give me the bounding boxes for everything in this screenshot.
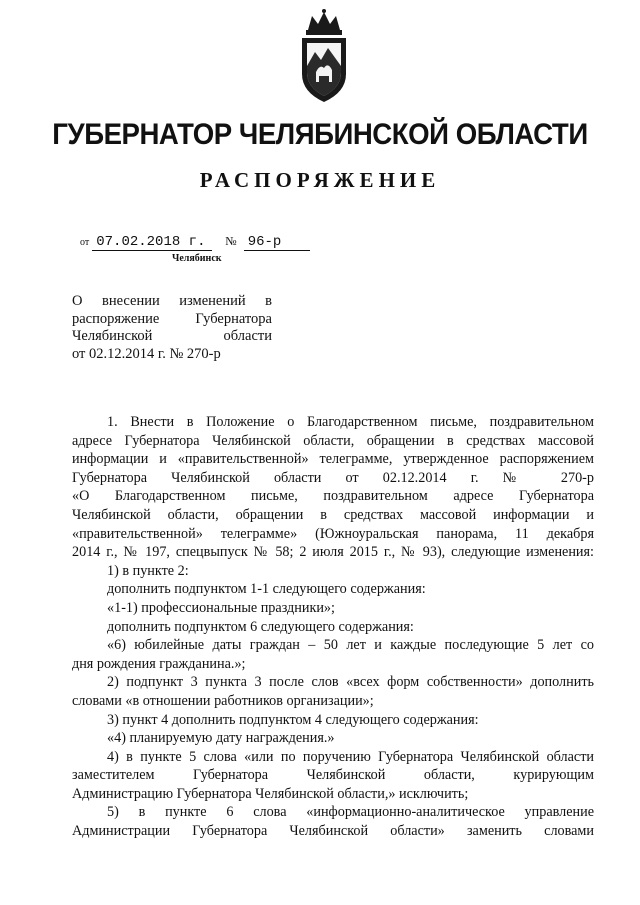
body-line: словами «в отношении работников организации»;: [72, 692, 374, 709]
body-line: информации и «правительственной» телеграмме, утвержденное распоряжением: [72, 451, 594, 468]
subject-line: Челябинской области: [72, 328, 272, 344]
body-line: 5) в пункте 6 слова «информационно-аналитическое управление: [107, 804, 594, 821]
body-line: «6) юбилейные даты граждан – 50 лет и каждые последующие 5 лет со: [107, 637, 594, 654]
body-line: 3) пункт 4 дополнить подпунктом 4 следующего содержания:: [107, 711, 479, 728]
body-line: Челябинской области, обращении в средствах массовой информации и: [72, 506, 594, 523]
body-line: Администрации Губернатора Челябинской области» заменить словами: [72, 823, 594, 840]
body-line: «правительственной» телеграмме» (Южноуральская панорама, 11 декабря: [72, 525, 594, 542]
body-line: 2014 г., № 197, спецвыпуск № 58; 2 июля 2015 г., № 93), следующие изменения:: [72, 544, 594, 561]
date-number-row: [80, 234, 310, 251]
document-body: [72, 413, 594, 841]
body-line: «1-1) профессиональные праздники»;: [107, 599, 335, 616]
number-label: №: [225, 234, 237, 248]
body-line: дополнить подпунктом 1-1 следующего содержания:: [107, 581, 426, 598]
body-line: дополнить подпунктом 6 следующего содержания:: [107, 618, 414, 635]
body-line: Администрацию Губернатора Челябинской области,» исключить;: [72, 785, 469, 802]
document-number: 96-р: [244, 234, 310, 251]
subject-line: от 02.12.2014 г. № 270-р: [72, 345, 221, 362]
coat-of-arms-icon: [296, 8, 352, 104]
body-line: 1) в пункте 2:: [107, 562, 189, 579]
city-name: Челябинск: [172, 253, 222, 264]
body-line: 4) в пункте 5 слова «или по поручению Губернатора Челябинской области: [107, 748, 594, 765]
body-line: 2) подпункт 3 пункта 3 после слов «всех форм собственности» дополнить: [107, 674, 594, 691]
body-line: заместителем Губернатора Челябинской области, курирующим: [72, 767, 594, 784]
body-line: Губернатора Челябинской области от 02.12.2014 г. № 270-р: [72, 469, 594, 486]
subject-line: распоряжение Губернатора: [72, 310, 272, 327]
subject-block: [72, 293, 272, 363]
body-line: адресе Губернатора Челябинской области, обращении в средствах массовой: [72, 432, 594, 449]
body-line: «О Благодарственном письме, поздравительном адресе Губернатора: [72, 488, 594, 505]
subject-line: О внесении изменений в: [72, 293, 272, 309]
body-line: дня рождения гражданина.»;: [72, 655, 246, 672]
document-type: РАСПОРЯЖЕНИЕ: [199, 168, 441, 192]
document-title: ГУБЕРНАТОР ЧЕЛЯБИНСКОЙ ОБЛАСТИ: [52, 118, 588, 151]
document-date: 07.02.2018 г.: [92, 234, 212, 251]
body-line: «4) планируемую дату награждения.»: [107, 730, 335, 747]
body-line: 1. Внести в Положение о Благодарственном письме, поздравительном: [107, 414, 594, 430]
date-label: от: [80, 237, 90, 248]
